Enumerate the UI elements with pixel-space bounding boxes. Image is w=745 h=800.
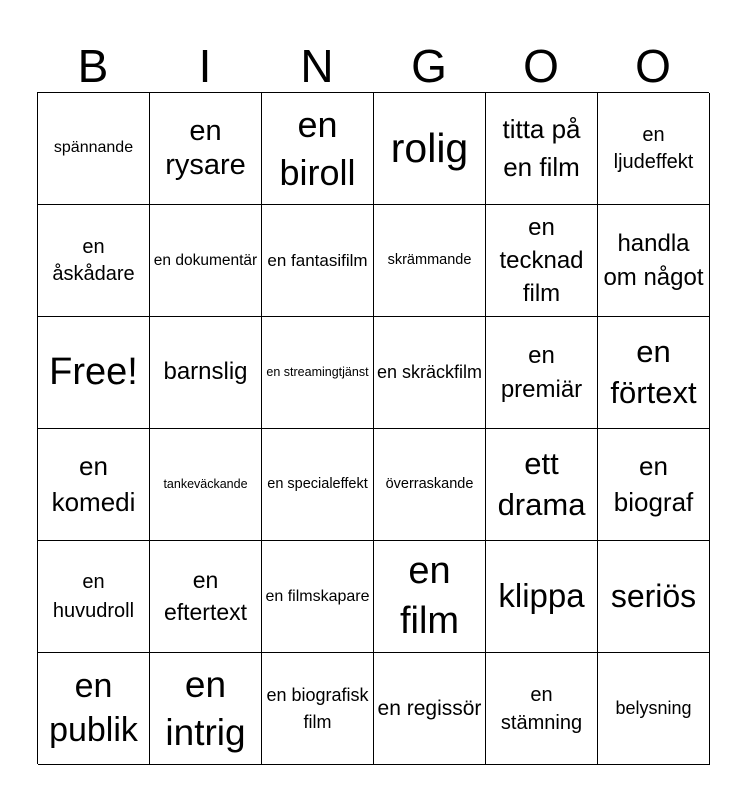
bingo-cell[interactable]: [374, 205, 486, 317]
cell-text: seriös: [610, 577, 697, 614]
bingo-header: [37, 38, 709, 94]
bingo-cell[interactable]: [598, 317, 710, 429]
cell-text: en skräckfilm: [376, 362, 483, 383]
header-letter-i: I: [198, 40, 212, 92]
bingo-cell[interactable]: [262, 541, 374, 653]
cell-text: överraskande: [385, 476, 474, 493]
bingo-cell[interactable]: [374, 93, 486, 205]
cell-text: en biroll: [279, 103, 356, 193]
bingo-cell[interactable]: [374, 429, 486, 541]
cell-text: ett drama: [497, 446, 586, 522]
cell-text: en intrig: [165, 664, 246, 753]
cell-text: titta på en film: [502, 113, 581, 182]
bingo-cell[interactable]: [38, 205, 150, 317]
bingo-cell[interactable]: [150, 93, 262, 205]
bingo-cell[interactable]: [374, 653, 486, 765]
bingo-cell[interactable]: [150, 429, 262, 541]
bingo-cell[interactable]: [38, 93, 150, 205]
free-space[interactable]: [38, 317, 150, 429]
bingo-cell[interactable]: [598, 541, 710, 653]
bingo-cell[interactable]: [38, 653, 150, 765]
bingo-cell[interactable]: [486, 205, 598, 317]
bingo-board: [37, 92, 709, 764]
bingo-cell[interactable]: [374, 317, 486, 429]
bingo-cell[interactable]: [150, 541, 262, 653]
cell-text: en film: [399, 550, 460, 642]
bingo-cell[interactable]: [486, 429, 598, 541]
cell-text: klippa: [498, 577, 585, 615]
bingo-cell[interactable]: [262, 205, 374, 317]
bingo-cell[interactable]: [262, 93, 374, 205]
cell-text: skrämmande: [387, 252, 472, 269]
cell-text: en åskådare: [52, 235, 135, 285]
cell-text: en biografisk film: [266, 685, 369, 732]
bingo-cell[interactable]: [598, 653, 710, 765]
cell-text: handla om något: [603, 230, 704, 291]
bingo-cell[interactable]: [150, 653, 262, 765]
header-letter-o: O: [523, 40, 559, 92]
cell-text: en ljudeffekt: [613, 123, 694, 173]
bingo-cell[interactable]: [486, 653, 598, 765]
cell-text: en publik: [49, 666, 138, 749]
header-letter-n: N: [300, 40, 334, 92]
cell-text: en premiär: [500, 342, 583, 403]
bingo-cell[interactable]: [598, 93, 710, 205]
header-letter-o-2: O: [635, 40, 671, 92]
bingo-cell[interactable]: [38, 541, 150, 653]
free-space-text: Free!: [49, 351, 138, 394]
cell-text: en dokumentär: [153, 251, 258, 269]
bingo-cell[interactable]: [38, 429, 150, 541]
bingo-cell[interactable]: [486, 93, 598, 205]
cell-text: en komedi: [51, 450, 136, 517]
cell-text: en stämning: [500, 683, 583, 734]
bingo-cell[interactable]: [598, 429, 710, 541]
cell-text: en rysare: [165, 114, 246, 181]
header-letter-b: B: [77, 40, 109, 92]
bingo-cell[interactable]: [486, 541, 598, 653]
bingo-cell[interactable]: [150, 205, 262, 317]
cell-text: rolig: [390, 124, 469, 171]
bingo-cell[interactable]: [262, 653, 374, 765]
cell-text: barnslig: [163, 358, 248, 386]
bingo-cell[interactable]: [150, 317, 262, 429]
bingo-cell[interactable]: [262, 317, 374, 429]
cell-text: en regissör: [377, 696, 482, 720]
header-letter-g: G: [411, 40, 447, 92]
bingo-cell[interactable]: [374, 541, 486, 653]
cell-text: belysning: [615, 697, 692, 718]
bingo-cell[interactable]: [486, 317, 598, 429]
cell-text: en eftertext: [163, 567, 248, 625]
cell-text: en streamingtjänst: [266, 365, 369, 380]
bingo-cell[interactable]: [598, 205, 710, 317]
cell-text: en tecknad film: [499, 213, 584, 308]
cell-text: en förtext: [610, 334, 697, 410]
cell-text: tankeväckande: [163, 477, 248, 492]
cell-text: en biograf: [613, 450, 694, 517]
cell-text: en fantasifilm: [267, 250, 368, 270]
cell-text: en huvudroll: [52, 570, 135, 622]
bingo-cell[interactable]: [262, 429, 374, 541]
cell-text: en specialeffekt: [267, 475, 368, 492]
cell-text: spännande: [53, 139, 134, 157]
cell-text: en filmskapare: [265, 587, 370, 605]
